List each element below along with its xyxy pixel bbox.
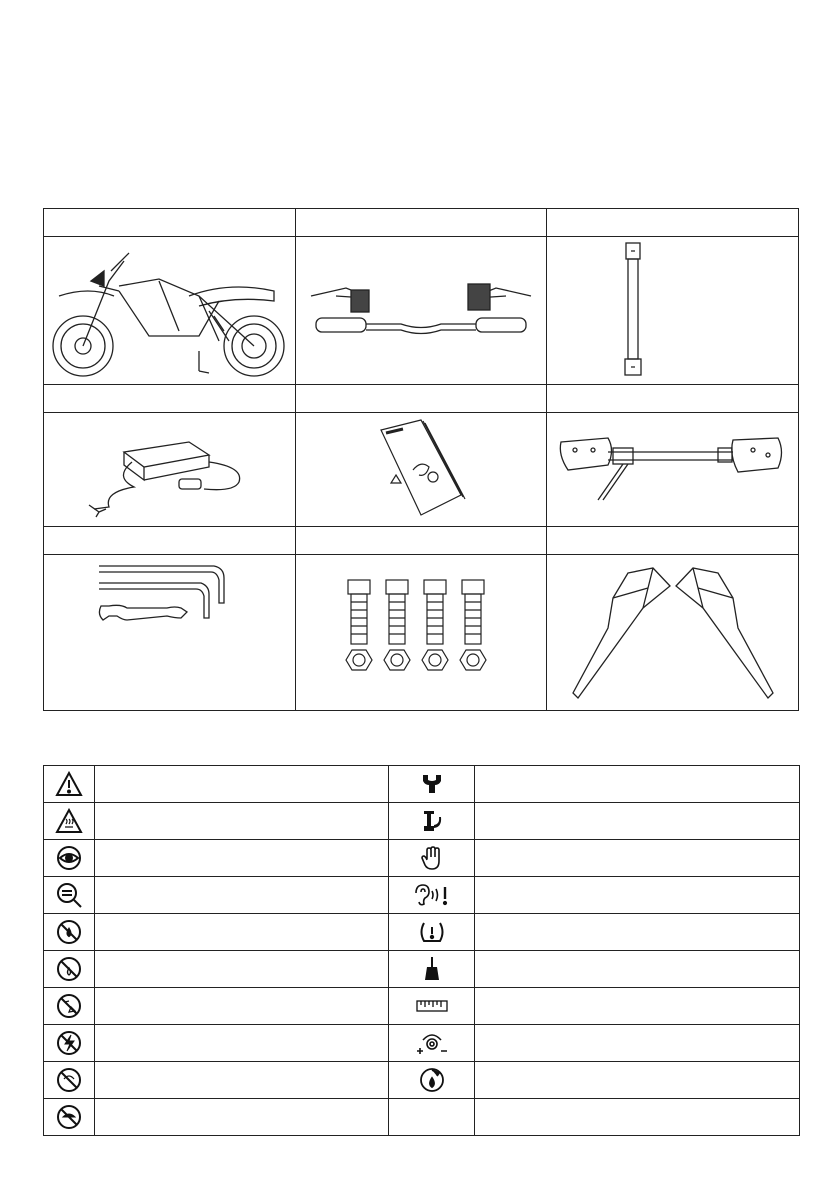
symbol-text bbox=[475, 766, 800, 803]
part-label-5 bbox=[295, 385, 547, 413]
part-cell-bolts bbox=[295, 555, 547, 711]
no-spray-icon bbox=[44, 988, 95, 1025]
wrench-icon bbox=[389, 766, 475, 803]
symbol-text bbox=[475, 803, 800, 840]
hand-icon bbox=[389, 840, 475, 877]
footpegs-icon bbox=[553, 430, 793, 510]
symbol-text bbox=[95, 1062, 389, 1099]
part-label-6 bbox=[547, 385, 799, 413]
symbol-text bbox=[95, 1025, 389, 1062]
torque-adjust-icon bbox=[389, 1025, 475, 1062]
lubricant-icon bbox=[389, 1062, 475, 1099]
symbol-text bbox=[475, 1025, 800, 1062]
symbol-text bbox=[475, 1099, 800, 1136]
table-row bbox=[44, 803, 800, 840]
table-row bbox=[44, 877, 800, 914]
part-cell-handlebar bbox=[295, 237, 547, 385]
symbol-text bbox=[475, 914, 800, 951]
hex-keys-and-wrench-icon bbox=[89, 558, 249, 708]
ear-noise-icon bbox=[389, 877, 475, 914]
handlebar-icon bbox=[306, 276, 536, 346]
table-row bbox=[44, 951, 800, 988]
no-wash-icon bbox=[44, 1062, 95, 1099]
symbol-text bbox=[475, 840, 800, 877]
table-row bbox=[44, 1025, 800, 1062]
part-cell-footpegs bbox=[547, 413, 799, 527]
part-label-8 bbox=[295, 527, 547, 555]
part-cell-panels bbox=[547, 555, 799, 711]
part-cell-charger bbox=[44, 413, 296, 527]
symbol-text bbox=[95, 951, 389, 988]
part-label-7 bbox=[44, 527, 296, 555]
no-water-icon bbox=[44, 951, 95, 988]
part-label-1 bbox=[44, 209, 296, 237]
brush-icon bbox=[389, 951, 475, 988]
part-label-4 bbox=[44, 385, 296, 413]
inspect-magnifier-icon bbox=[44, 877, 95, 914]
part-cell-tools bbox=[44, 555, 296, 711]
symbol-text bbox=[475, 1062, 800, 1099]
symbol-text bbox=[95, 803, 389, 840]
tire-pressure-icon bbox=[389, 914, 475, 951]
hot-surface-warning-icon bbox=[44, 803, 95, 840]
table-row bbox=[44, 766, 800, 803]
table-row bbox=[44, 914, 800, 951]
manual-booklet-icon bbox=[351, 415, 491, 525]
symbol-text bbox=[95, 766, 389, 803]
symbol-table bbox=[43, 765, 800, 1136]
e-bike-frame-icon bbox=[49, 241, 289, 381]
table-row bbox=[44, 840, 800, 877]
symbol-text bbox=[95, 914, 389, 951]
table-row bbox=[44, 1062, 800, 1099]
symbol-text bbox=[95, 1099, 389, 1136]
part-label-3 bbox=[547, 209, 799, 237]
bolts-and-nuts-icon bbox=[336, 578, 506, 688]
part-label-9 bbox=[547, 527, 799, 555]
symbol-text bbox=[475, 988, 800, 1025]
no-electric-icon bbox=[44, 1025, 95, 1062]
eye-icon bbox=[44, 840, 95, 877]
symbol-text bbox=[475, 951, 800, 988]
warning-triangle-icon bbox=[44, 766, 95, 803]
symbol-text bbox=[95, 988, 389, 1025]
part-cell-frame bbox=[44, 237, 296, 385]
part-cell-stem bbox=[547, 237, 799, 385]
symbol-text bbox=[95, 840, 389, 877]
no-oil-icon bbox=[44, 914, 95, 951]
side-panels-icon bbox=[558, 558, 788, 708]
ruler-icon bbox=[389, 988, 475, 1025]
no-rain-icon bbox=[44, 1099, 95, 1136]
parts-table bbox=[43, 208, 799, 711]
stem-bar-icon bbox=[553, 241, 793, 381]
charger-icon bbox=[84, 417, 254, 522]
part-cell-manual bbox=[295, 413, 547, 527]
symbol-text bbox=[475, 877, 800, 914]
table-row bbox=[44, 988, 800, 1025]
part-label-2 bbox=[295, 209, 547, 237]
empty-icon-cell bbox=[389, 1099, 475, 1136]
symbol-text bbox=[95, 877, 389, 914]
pump-icon bbox=[389, 803, 475, 840]
table-row bbox=[44, 1099, 800, 1136]
